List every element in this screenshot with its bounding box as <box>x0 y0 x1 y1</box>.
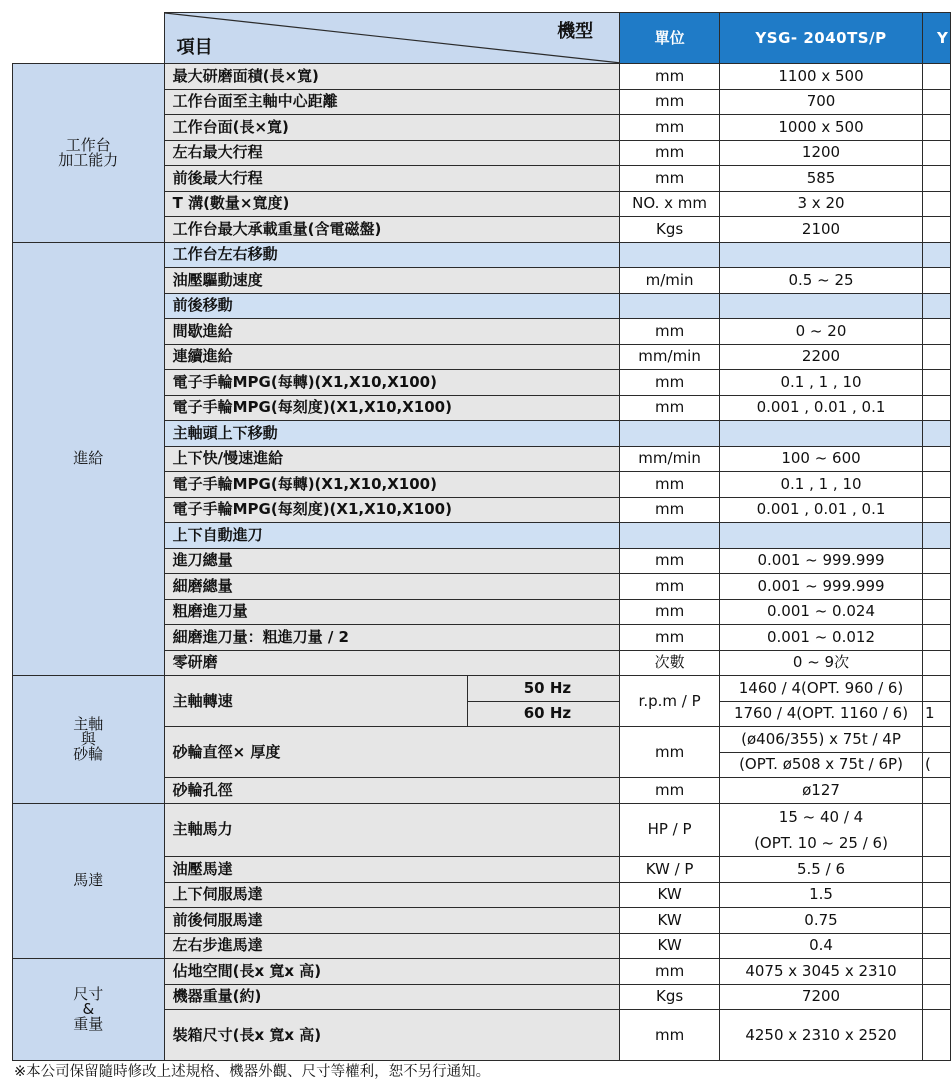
unit-value: Kgs <box>620 984 720 1010</box>
unit-value: mm <box>620 64 720 90</box>
item-label: 左右步進馬達 <box>164 933 620 959</box>
spec-value: 0.5 ~ 25 <box>720 268 923 294</box>
unit-value: m/min <box>620 268 720 294</box>
header-next-model: Y <box>922 13 950 64</box>
item-label: 機器重量(約) <box>164 984 620 1010</box>
item-label: 最大研磨面積(長×寬) <box>164 64 620 90</box>
unit-value: Kgs <box>620 217 720 243</box>
header-row <box>13 13 951 64</box>
spec-value: 4075 x 3045 x 2310 <box>720 959 923 985</box>
item-label: 細磨總量 <box>164 574 620 600</box>
unit-value: mm <box>620 727 720 778</box>
spec-value: 4250 x 2310 x 2520 <box>720 1010 923 1061</box>
spec-value: 0.001 , 0.01 , 0.1 <box>720 395 923 421</box>
header-model-name: YSG- 2040TS/P <box>720 13 923 64</box>
header-corner <box>13 13 165 64</box>
item-label: 油壓驅動速度 <box>164 268 620 294</box>
unit-value: 次數 <box>620 650 720 676</box>
spec-value: ø127 <box>720 778 923 804</box>
spec-value: 1460 / 4(OPT. 960 / 6) <box>720 676 923 702</box>
spec-value: 0.001 ~ 0.024 <box>720 599 923 625</box>
spec-value: 1760 / 4(OPT. 1160 / 6) <box>720 701 923 727</box>
unit-value: mm <box>620 1010 720 1061</box>
item-label: 間歇進給 <box>164 319 620 345</box>
item-label: 工作台面至主軸中心距離 <box>164 89 620 115</box>
unit-value: mm <box>620 319 720 345</box>
hz-label: 50 Hz <box>468 676 620 702</box>
category-motor: 馬達 <box>13 803 165 959</box>
header-item-model-cell <box>164 13 620 64</box>
unit-value: mm <box>620 959 720 985</box>
subheading: 工作台左右移動 <box>164 242 620 268</box>
unit-value: mm <box>620 140 720 166</box>
unit-value: mm <box>620 472 720 498</box>
category-spindle: 主軸 與 砂輪 <box>13 676 165 804</box>
table-row <box>13 676 951 702</box>
unit-value: mm <box>620 166 720 192</box>
spec-value: 3 x 20 <box>720 191 923 217</box>
spec-value: 2200 <box>720 344 923 370</box>
item-label: 左右最大行程 <box>164 140 620 166</box>
spec-value: (ø406/355) x 75t / 4P <box>720 727 923 753</box>
unit-value: mm <box>620 89 720 115</box>
unit-value: mm <box>620 497 720 523</box>
spec-value: 2100 <box>720 217 923 243</box>
header-item-label: 項目 <box>176 37 213 58</box>
subheading: 主軸頭上下移動 <box>164 421 620 447</box>
spec-value: 7200 <box>720 984 923 1010</box>
unit-value: mm <box>620 395 720 421</box>
unit-value: r.p.m / P <box>620 676 720 727</box>
item-label: 工作台面(長×寬) <box>164 115 620 141</box>
spec-value: 585 <box>720 166 923 192</box>
subheading: 上下自動進刀 <box>164 523 620 549</box>
item-label: 油壓馬達 <box>164 857 620 883</box>
table-row <box>13 803 951 857</box>
item-label: 電子手輪MPG(每轉)(X1,X10,X100) <box>164 370 620 396</box>
spec-value: 0.4 <box>720 933 923 959</box>
item-label: 主軸馬力 <box>164 803 620 857</box>
unit-value: mm <box>620 625 720 651</box>
unit-value: KW <box>620 882 720 908</box>
spec-value: 1.5 <box>720 882 923 908</box>
item-label: 工作台最大承載重量(含電磁盤) <box>164 217 620 243</box>
table-row <box>13 64 951 90</box>
spec-value: 0.1 , 1 , 10 <box>720 472 923 498</box>
item-label: 裝箱尺寸(長x 寬x 高) <box>164 1010 620 1061</box>
item-label: 主軸轉速 <box>164 676 468 727</box>
unit-value: mm <box>620 599 720 625</box>
unit-value: NO. x mm <box>620 191 720 217</box>
spec-value: 0.001 ~ 999.999 <box>720 548 923 574</box>
item-label: 電子手輪MPG(每轉)(X1,X10,X100) <box>164 472 620 498</box>
spec-value: (OPT. ø508 x 75t / 6P) <box>720 752 923 778</box>
unit-value: mm/min <box>620 446 720 472</box>
spec-value: 0.001 ~ 0.012 <box>720 625 923 651</box>
item-label: 進刀總量 <box>164 548 620 574</box>
item-label: 砂輪孔徑 <box>164 778 620 804</box>
spec-value: 5.5 / 6 <box>720 857 923 883</box>
unit-value: mm <box>620 778 720 804</box>
unit-value: mm/min <box>620 344 720 370</box>
spec-value: 1200 <box>720 140 923 166</box>
unit-value: mm <box>620 115 720 141</box>
subheading: 前後移動 <box>164 293 620 319</box>
diagonal-line <box>165 13 620 63</box>
header-unit-label: 單位 <box>620 13 720 64</box>
unit-value: HP / P <box>620 803 720 857</box>
item-label: 前後最大行程 <box>164 166 620 192</box>
spec-value: 100 ~ 600 <box>720 446 923 472</box>
spec-value: 15 ~ 40 / 4 (OPT. 10 ~ 25 / 6) <box>720 803 923 857</box>
unit-value: mm <box>620 574 720 600</box>
category-size: 尺寸 & 重量 <box>13 959 165 1061</box>
item-label: 零研磨 <box>164 650 620 676</box>
item-label: 電子手輪MPG(每刻度)(X1,X10,X100) <box>164 395 620 421</box>
table-row <box>13 959 951 985</box>
header-model-label: 機型 <box>557 21 594 42</box>
category-feed: 進給 <box>13 242 165 676</box>
item-label: 砂輪直徑× 厚度 <box>164 727 620 778</box>
unit-value: KW / P <box>620 857 720 883</box>
item-label: 連續進給 <box>164 344 620 370</box>
table-row <box>13 242 951 268</box>
spec-value: 0 ~ 9次 <box>720 650 923 676</box>
item-label: 上下快/慢速進給 <box>164 446 620 472</box>
spec-value: 0 ~ 20 <box>720 319 923 345</box>
next-model-fragment: ( <box>922 752 950 778</box>
spec-value: 0.1 , 1 , 10 <box>720 370 923 396</box>
item-label: T 溝(數量×寬度) <box>164 191 620 217</box>
spec-value: 1100 x 500 <box>720 64 923 90</box>
unit-value: mm <box>620 548 720 574</box>
item-label: 佔地空間(長x 寬x 高) <box>164 959 620 985</box>
footnote: ※本公司保留隨時修改上述規格、機器外觀、尺寸等權利，恕不另行通知。 <box>14 1064 491 1080</box>
item-label: 電子手輪MPG(每刻度)(X1,X10,X100) <box>164 497 620 523</box>
unit-value: KW <box>620 933 720 959</box>
spec-value: 0.75 <box>720 908 923 934</box>
unit-value: mm <box>620 370 720 396</box>
item-label: 細磨進刀量：粗進刀量 / 2 <box>164 625 620 651</box>
item-label: 前後伺服馬達 <box>164 908 620 934</box>
unit-value: KW <box>620 908 720 934</box>
spec-value: 0.001 , 0.01 , 0.1 <box>720 497 923 523</box>
category-table: 工作台 加工能力 <box>13 64 165 243</box>
hz-label: 60 Hz <box>468 701 620 727</box>
item-label: 粗磨進刀量 <box>164 599 620 625</box>
spec-table <box>12 12 951 1061</box>
spec-value: 0.001 ~ 999.999 <box>720 574 923 600</box>
spec-value: 1000 x 500 <box>720 115 923 141</box>
spec-value: 700 <box>720 89 923 115</box>
item-label: 上下伺服馬達 <box>164 882 620 908</box>
next-model-fragment: 1 <box>922 701 950 727</box>
